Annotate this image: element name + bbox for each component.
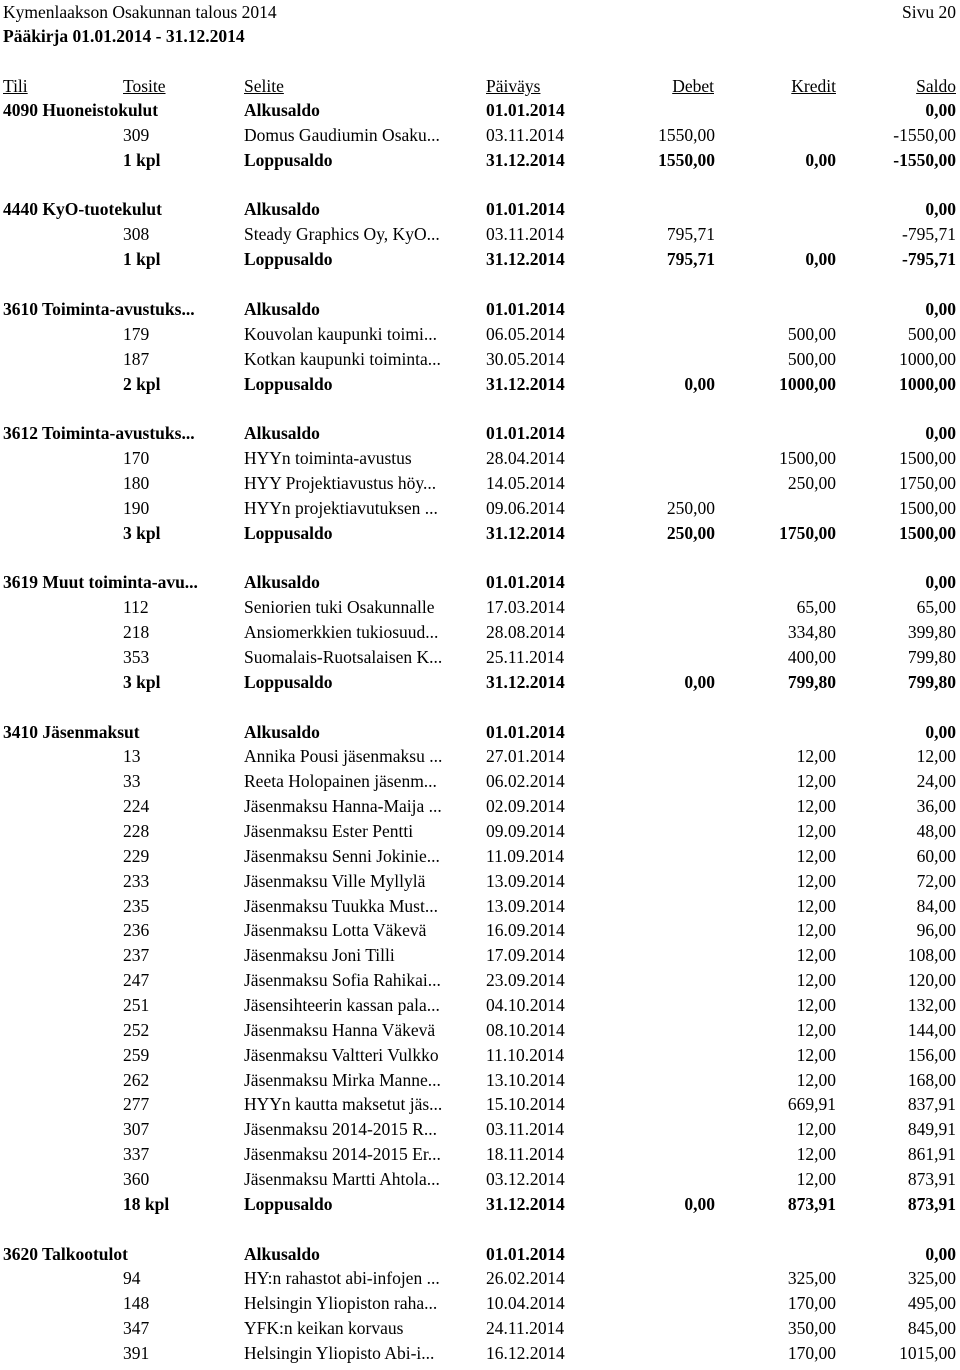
table-row xyxy=(0,1068,960,1093)
entry-date: 03.11.2014 xyxy=(486,224,565,245)
entry-saldo: 96,00 xyxy=(916,920,956,941)
entry-selite: Reeta Holopainen jäsenm... xyxy=(244,771,437,792)
table-row xyxy=(0,471,960,496)
opening-label: Alkusaldo xyxy=(244,572,320,593)
account-opening-row xyxy=(0,98,960,123)
entry-date: 17.03.2014 xyxy=(486,597,565,618)
opening-saldo: 0,00 xyxy=(925,100,956,120)
entry-date: 03.11.2014 xyxy=(486,124,565,145)
opening-date: 01.01.2014 xyxy=(486,100,565,120)
entry-date: 15.10.2014 xyxy=(486,1094,565,1115)
opening-date: 01.01.2014 xyxy=(486,1243,565,1264)
table-row xyxy=(0,1142,960,1167)
table-row xyxy=(0,446,960,471)
entry-saldo: 108,00 xyxy=(907,945,956,966)
account-closing-row xyxy=(0,247,960,272)
entry-date: 04.10.2014 xyxy=(486,995,565,1015)
entry-saldo: 156,00 xyxy=(907,1044,956,1065)
entry-kredit: 12,00 xyxy=(796,945,836,966)
entry-tosite: 224 xyxy=(123,796,150,817)
entry-kredit: 12,00 xyxy=(796,1019,836,1040)
entry-tosite: 33 xyxy=(123,771,141,792)
entry-selite: Jäsensihteerin kassan pala... xyxy=(244,995,440,1015)
entry-tosite: 148 xyxy=(123,1293,150,1314)
entry-date: 16.12.2014 xyxy=(486,1343,565,1363)
entry-kredit: 250,00 xyxy=(787,472,836,493)
entry-date: 08.10.2014 xyxy=(486,1019,565,1040)
entry-selite: Helsingin Yliopisto Abi-i... xyxy=(244,1343,435,1363)
entry-date: 26.02.2014 xyxy=(486,1268,565,1289)
table-row xyxy=(0,322,960,347)
closing-count: 2 kpl xyxy=(123,373,161,394)
entry-selite: HYYn toiminta-avustus xyxy=(244,448,412,468)
opening-saldo: 0,00 xyxy=(925,1243,956,1264)
entry-selite: Jäsenmaksu Lotta Väkevä xyxy=(244,920,427,941)
account-name: 4440 KyO-tuotekulut xyxy=(3,199,162,220)
closing-kredit: 873,91 xyxy=(787,1193,836,1214)
closing-label: Loppusaldo xyxy=(244,149,333,170)
entry-date: 16.09.2014 xyxy=(486,920,565,941)
entry-date: 03.11.2014 xyxy=(486,1119,565,1140)
entry-selite: Jäsenmaksu Hanna Väkevä xyxy=(244,1019,436,1040)
entry-date: 03.12.2014 xyxy=(486,1169,565,1189)
entry-kredit: 170,00 xyxy=(787,1293,836,1314)
entry-selite: Domus Gaudiumin Osaku... xyxy=(244,124,440,145)
entry-saldo: 132,00 xyxy=(907,995,956,1015)
entry-tosite: 337 xyxy=(123,1144,150,1165)
entry-date: 30.05.2014 xyxy=(486,348,565,369)
table-row xyxy=(0,769,960,794)
closing-debet: 0,00 xyxy=(684,373,715,394)
entry-saldo: 861,91 xyxy=(907,1144,956,1165)
entry-date: 13.09.2014 xyxy=(486,895,565,916)
opening-saldo: 0,00 xyxy=(925,721,956,742)
entry-saldo: 60,00 xyxy=(916,845,956,866)
organization-title: Kymenlaakson Osakunnan talous 2014 xyxy=(3,2,277,22)
col-header-selite: Selite xyxy=(244,76,284,96)
entry-date: 28.08.2014 xyxy=(486,622,565,643)
account-opening-row xyxy=(0,197,960,222)
table-row xyxy=(0,894,960,919)
entry-date: 27.01.2014 xyxy=(486,746,565,767)
entry-tosite: 277 xyxy=(123,1094,150,1115)
entry-selite: Jäsenmaksu Martti Ahtola... xyxy=(244,1169,440,1189)
table-row xyxy=(0,1117,960,1142)
entry-tosite: 180 xyxy=(123,472,150,493)
entry-selite: Jäsenmaksu Joni Tilli xyxy=(244,945,395,966)
entry-tosite: 235 xyxy=(123,895,150,916)
entry-tosite: 112 xyxy=(123,597,149,618)
entry-saldo: 36,00 xyxy=(916,796,956,817)
entry-tosite: 308 xyxy=(123,224,150,245)
entry-tosite: 360 xyxy=(123,1169,150,1189)
closing-debet: 795,71 xyxy=(666,249,715,270)
account-name: 3410 Jäsenmaksut xyxy=(3,721,140,742)
closing-kredit: 0,00 xyxy=(805,249,836,270)
entry-selite: HYY Projektiavustus höy... xyxy=(244,472,437,493)
closing-kredit: 0,00 xyxy=(805,149,836,170)
closing-label: Loppusaldo xyxy=(244,1193,333,1214)
account-name: 3619 Muut toiminta-avu... xyxy=(3,572,198,593)
closing-count: 1 kpl xyxy=(123,249,161,270)
account-name: 4090 Huoneistokulut xyxy=(3,100,159,120)
entry-saldo: 1500,00 xyxy=(899,497,956,518)
entry-saldo: 65,00 xyxy=(916,597,956,618)
entry-kredit: 12,00 xyxy=(796,845,836,866)
closing-date: 31.12.2014 xyxy=(486,1193,565,1214)
table-row xyxy=(0,496,960,521)
table-row xyxy=(0,1291,960,1316)
closing-kredit: 1750,00 xyxy=(779,522,836,543)
closing-debet: 0,00 xyxy=(684,1193,715,1214)
entry-selite: Jäsenmaksu Sofia Rahikai... xyxy=(244,970,441,991)
entry-saldo: 1750,00 xyxy=(899,472,956,493)
entry-date: 24.11.2014 xyxy=(486,1318,565,1339)
entry-selite: HYYn kautta maksetut jäs... xyxy=(244,1094,443,1115)
table-row xyxy=(0,123,960,148)
entry-tosite: 237 xyxy=(123,945,150,966)
account-closing-row xyxy=(0,521,960,546)
entry-kredit: 500,00 xyxy=(787,348,836,369)
entry-kredit: 400,00 xyxy=(787,646,836,667)
closing-kredit: 799,80 xyxy=(787,671,836,692)
entry-tosite: 307 xyxy=(123,1119,150,1140)
entry-selite: YFK:n keikan korvaus xyxy=(244,1318,404,1339)
entry-kredit: 12,00 xyxy=(796,895,836,916)
entry-kredit: 12,00 xyxy=(796,870,836,891)
col-header-paivays: Päiväys xyxy=(486,76,541,96)
table-row xyxy=(0,819,960,844)
entry-saldo: 72,00 xyxy=(916,870,956,891)
account-name: 3612 Toiminta-avustuks... xyxy=(3,423,195,444)
entry-date: 06.05.2014 xyxy=(486,323,565,344)
opening-saldo: 0,00 xyxy=(925,298,956,319)
table-row xyxy=(0,222,960,247)
entry-selite: Jäsenmaksu Hanna-Maija ... xyxy=(244,796,442,817)
entry-kredit: 12,00 xyxy=(796,820,836,841)
entry-tosite: 229 xyxy=(123,845,150,866)
entry-selite: HY:n rahastot abi-infojen ... xyxy=(244,1268,440,1289)
entry-saldo: 1015,00 xyxy=(899,1343,956,1363)
entry-tosite: 190 xyxy=(123,497,150,518)
closing-label: Loppusaldo xyxy=(244,522,333,543)
entry-tosite: 347 xyxy=(123,1318,150,1339)
table-row xyxy=(0,645,960,670)
closing-saldo: 1000,00 xyxy=(899,373,956,394)
entry-selite: Kouvolan kaupunki toimi... xyxy=(244,323,437,344)
page-number: Sivu 20 xyxy=(902,2,956,22)
entry-date: 18.11.2014 xyxy=(486,1144,565,1165)
table-row xyxy=(0,844,960,869)
entry-tosite: 391 xyxy=(123,1343,150,1363)
closing-date: 31.12.2014 xyxy=(486,149,565,170)
entry-kredit: 65,00 xyxy=(796,597,836,618)
entry-tosite: 13 xyxy=(123,746,141,767)
account-opening-row xyxy=(0,720,960,745)
entry-selite: Jäsenmaksu Mirka Manne... xyxy=(244,1069,441,1090)
entry-kredit: 12,00 xyxy=(796,796,836,817)
entry-kredit: 12,00 xyxy=(796,1169,836,1189)
closing-saldo: 873,91 xyxy=(907,1193,956,1214)
entry-date: 17.09.2014 xyxy=(486,945,565,966)
entry-tosite: 179 xyxy=(123,323,150,344)
account-opening-row xyxy=(0,421,960,446)
closing-count: 3 kpl xyxy=(123,671,161,692)
table-row xyxy=(0,620,960,645)
opening-date: 01.01.2014 xyxy=(486,199,565,220)
entry-saldo: 873,91 xyxy=(907,1169,956,1189)
table-row xyxy=(0,595,960,620)
closing-date: 31.12.2014 xyxy=(486,249,565,270)
opening-label: Alkusaldo xyxy=(244,721,320,742)
entry-saldo: 1500,00 xyxy=(899,448,956,468)
entry-selite: Jäsenmaksu Valtteri Vulkko xyxy=(244,1044,439,1065)
account-name: 3610 Toiminta-avustuks... xyxy=(3,298,195,319)
entry-saldo: 500,00 xyxy=(907,323,956,344)
closing-kredit: 1000,00 xyxy=(779,373,836,394)
entry-tosite: 259 xyxy=(123,1044,150,1065)
closing-count: 18 kpl xyxy=(123,1193,170,1214)
entry-kredit: 325,00 xyxy=(787,1268,836,1289)
entry-saldo: 84,00 xyxy=(916,895,956,916)
entry-selite: Ansiomerkkien tukiosuud... xyxy=(244,622,439,643)
closing-debet: 250,00 xyxy=(666,522,715,543)
entry-selite: Helsingin Yliopiston raha... xyxy=(244,1293,438,1314)
opening-label: Alkusaldo xyxy=(244,199,320,220)
entry-saldo: 495,00 xyxy=(907,1293,956,1314)
col-header-tosite: Tosite xyxy=(123,76,166,96)
entry-kredit: 1500,00 xyxy=(779,448,836,468)
entry-kredit: 12,00 xyxy=(796,746,836,767)
entry-saldo: 120,00 xyxy=(907,970,956,991)
entry-saldo: 144,00 xyxy=(907,1019,956,1040)
entry-date: 11.10.2014 xyxy=(486,1044,565,1065)
table-row xyxy=(0,1266,960,1291)
entry-tosite: 170 xyxy=(123,448,150,468)
entry-debet: 250,00 xyxy=(666,497,715,518)
entry-debet: 795,71 xyxy=(666,224,715,245)
closing-debet: 0,00 xyxy=(684,671,715,692)
account-opening-row xyxy=(0,1242,960,1267)
entry-date: 28.04.2014 xyxy=(486,448,565,468)
table-row xyxy=(0,993,960,1018)
entry-selite: Steady Graphics Oy, KyO... xyxy=(244,224,440,245)
closing-count: 3 kpl xyxy=(123,522,161,543)
account-closing-row xyxy=(0,148,960,173)
entry-saldo: 399,80 xyxy=(907,622,956,643)
entry-kredit: 12,00 xyxy=(796,771,836,792)
entry-kredit: 12,00 xyxy=(796,1119,836,1140)
opening-label: Alkusaldo xyxy=(244,1243,320,1264)
entry-kredit: 12,00 xyxy=(796,995,836,1015)
closing-date: 31.12.2014 xyxy=(486,671,565,692)
entry-tosite: 247 xyxy=(123,970,150,991)
opening-date: 01.01.2014 xyxy=(486,572,565,593)
entry-kredit: 12,00 xyxy=(796,970,836,991)
table-row xyxy=(0,1341,960,1366)
entry-tosite: 236 xyxy=(123,920,150,941)
entry-selite: Suomalais-Ruotsalaisen K... xyxy=(244,646,443,667)
entry-date: 25.11.2014 xyxy=(486,646,565,667)
entry-saldo: 48,00 xyxy=(916,820,956,841)
entry-selite: Annika Pousi jäsenmaksu ... xyxy=(244,746,443,767)
closing-date: 31.12.2014 xyxy=(486,522,565,543)
entry-saldo: 24,00 xyxy=(916,771,956,792)
entry-selite: Jäsenmaksu Senni Jokinie... xyxy=(244,845,440,866)
account-closing-row xyxy=(0,372,960,397)
opening-label: Alkusaldo xyxy=(244,100,320,120)
account-opening-row xyxy=(0,570,960,595)
entry-saldo: 799,80 xyxy=(907,646,956,667)
account-opening-row xyxy=(0,297,960,322)
entry-kredit: 334,80 xyxy=(787,622,836,643)
entry-selite: Jäsenmaksu Ester Pentti xyxy=(244,820,414,841)
table-row xyxy=(0,744,960,769)
closing-date: 31.12.2014 xyxy=(486,373,565,394)
closing-label: Loppusaldo xyxy=(244,373,333,394)
table-row xyxy=(0,1316,960,1341)
entry-tosite: 228 xyxy=(123,820,150,841)
table-row xyxy=(0,1092,960,1117)
entry-tosite: 94 xyxy=(123,1268,141,1289)
entry-selite: Jäsenmaksu Ville Myllylä xyxy=(244,870,426,891)
closing-label: Loppusaldo xyxy=(244,249,333,270)
opening-date: 01.01.2014 xyxy=(486,721,565,742)
closing-label: Loppusaldo xyxy=(244,671,333,692)
entry-tosite: 309 xyxy=(123,124,150,145)
entry-date: 11.09.2014 xyxy=(486,845,565,866)
entry-kredit: 12,00 xyxy=(796,1069,836,1090)
entry-kredit: 12,00 xyxy=(796,920,836,941)
col-header-tili: Tili xyxy=(3,76,28,96)
table-row xyxy=(0,347,960,372)
closing-saldo: 799,80 xyxy=(907,671,956,692)
opening-label: Alkusaldo xyxy=(244,298,320,319)
entry-date: 13.10.2014 xyxy=(486,1069,565,1090)
table-row xyxy=(0,869,960,894)
entry-saldo: -1550,00 xyxy=(893,124,956,145)
closing-debet: 1550,00 xyxy=(658,149,715,170)
entry-saldo: 849,91 xyxy=(907,1119,956,1140)
opening-saldo: 0,00 xyxy=(925,572,956,593)
entry-selite: Seniorien tuki Osakunnalle xyxy=(244,597,435,618)
col-header-debet: Debet xyxy=(672,76,714,96)
col-header-saldo: Saldo xyxy=(916,76,956,96)
opening-date: 01.01.2014 xyxy=(486,298,565,319)
entry-kredit: 500,00 xyxy=(787,323,836,344)
entry-kredit: 669,91 xyxy=(787,1094,836,1115)
entry-kredit: 170,00 xyxy=(787,1343,836,1363)
entry-tosite: 252 xyxy=(123,1019,150,1040)
entry-saldo: 168,00 xyxy=(907,1069,956,1090)
table-row xyxy=(0,1043,960,1068)
entry-tosite: 187 xyxy=(123,348,150,369)
closing-saldo: -795,71 xyxy=(902,249,956,270)
ledger-title: Pääkirja 01.01.2014 - 31.12.2014 xyxy=(3,26,245,46)
entry-saldo: 1000,00 xyxy=(899,348,956,369)
opening-date: 01.01.2014 xyxy=(486,423,565,444)
entry-selite: Jäsenmaksu 2014-2015 Er... xyxy=(244,1144,441,1165)
opening-saldo: 0,00 xyxy=(925,199,956,220)
entry-tosite: 262 xyxy=(123,1069,150,1090)
entry-kredit: 12,00 xyxy=(796,1044,836,1065)
entry-date: 09.09.2014 xyxy=(486,820,565,841)
entry-selite: Kotkan kaupunki toiminta... xyxy=(244,348,441,369)
entry-saldo: 845,00 xyxy=(907,1318,956,1339)
table-row xyxy=(0,1018,960,1043)
entry-saldo: 325,00 xyxy=(907,1268,956,1289)
account-closing-row xyxy=(0,1192,960,1217)
entry-kredit: 12,00 xyxy=(796,1144,836,1165)
account-closing-row xyxy=(0,670,960,695)
entry-date: 23.09.2014 xyxy=(486,970,565,991)
entry-date: 06.02.2014 xyxy=(486,771,565,792)
entry-date: 09.06.2014 xyxy=(486,497,565,518)
table-row xyxy=(0,794,960,819)
entry-date: 10.04.2014 xyxy=(486,1293,565,1314)
entry-date: 13.09.2014 xyxy=(486,870,565,891)
account-name: 3620 Talkootulot xyxy=(3,1243,128,1264)
entry-kredit: 350,00 xyxy=(787,1318,836,1339)
entry-saldo: 12,00 xyxy=(916,746,956,767)
column-headers xyxy=(0,74,960,99)
entry-saldo: 837,91 xyxy=(907,1094,956,1115)
entry-selite: Jäsenmaksu Tuukka Must... xyxy=(244,895,438,916)
closing-count: 1 kpl xyxy=(123,149,161,170)
table-row xyxy=(0,968,960,993)
entry-selite: Jäsenmaksu 2014-2015 R... xyxy=(244,1119,437,1140)
col-header-kredit: Kredit xyxy=(791,76,836,96)
entry-debet: 1550,00 xyxy=(658,124,715,145)
entry-tosite: 353 xyxy=(123,646,150,667)
opening-label: Alkusaldo xyxy=(244,423,320,444)
table-row xyxy=(0,943,960,968)
closing-saldo: 1500,00 xyxy=(899,522,956,543)
entry-tosite: 218 xyxy=(123,622,150,643)
entry-date: 14.05.2014 xyxy=(486,472,565,493)
entry-date: 02.09.2014 xyxy=(486,796,565,817)
entry-saldo: -795,71 xyxy=(902,224,956,245)
entry-selite: HYYn projektiavutuksen ... xyxy=(244,497,438,518)
opening-saldo: 0,00 xyxy=(925,423,956,444)
table-row xyxy=(0,918,960,943)
closing-saldo: -1550,00 xyxy=(893,149,956,170)
table-row xyxy=(0,1167,960,1192)
entry-tosite: 251 xyxy=(123,995,150,1015)
entry-tosite: 233 xyxy=(123,870,150,891)
